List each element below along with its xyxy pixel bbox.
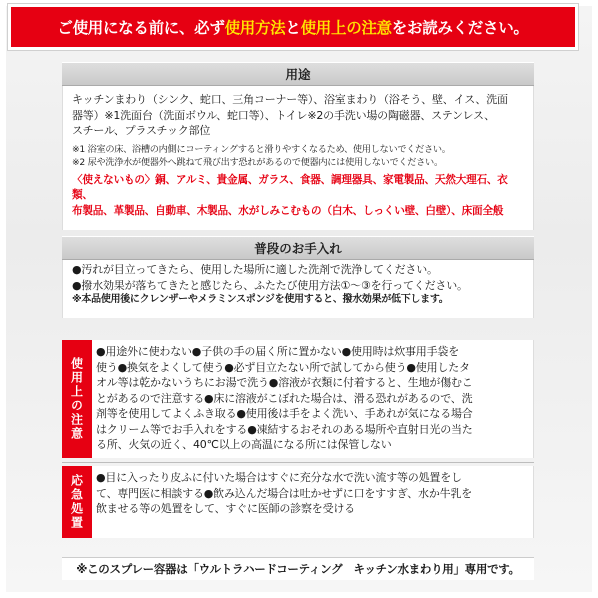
caution-line: オル等は乾かないうちにお湯で洗う●溶液が衣類に付着すると、生地が傷むこ [96,376,473,389]
firstaid-line: 飲ませる等の処置をして、すぐに医師の診察を受ける [96,502,355,515]
firstaid-body [96,470,534,517]
care-line: ●撥水効果が落ちてきたと感じたら、ふたたび使用方法①〜③を行ってください。 [72,278,468,292]
not-usable-list: 〈使えないもの〉銅、アルミ、貴金属、ガラス、食器、調理器具、家電製品、天然大理石、衣類、 [72,173,508,201]
usage-line: キッチンまわり（シンク、蛇口、三角コーナー等）、浴室まわり（浴そう、壁、イス、洗面 [72,93,508,106]
caution-line: 使う●換気をよくして使う●必ず目立たない所で試してから使う●使用したタ [96,360,470,374]
care-line: ●汚れが目立ってきたら、使用した場所に適した洗剤で洗浄してください。 [72,263,438,276]
usage-note: ※1 浴室の床、浴槽の内側にコーティングすると滑りやすくなるため、使用しないでください。 [72,143,451,155]
banner-text-2: と [285,19,301,37]
banner-text-3: をお読みください。 [391,19,529,37]
firstaid-line: て、専門医に相談する●飲み込んだ場合は吐かせずに口をすすぎ、水か牛乳を [96,486,473,500]
banner-highlight-usage: 使用方法 [224,19,286,37]
caution-line: る所、火気の近く、40℃以上の高温になる所には保管しない [96,438,392,451]
usage-note: ※2 尿や洗浄水が便器外へ跳ねて飛び出す恐れがあるので便器内には使用しないでください。 [72,156,443,168]
caution-line: 剤等を使用してよくふき取る●使用後は手をよく洗い、手あれが気になる場合 [96,407,473,420]
caution-label: 使用上の注意 [62,340,92,458]
usage-line: 器等）※1洗面台（洗面ボウル、蛇口等）、トイレ※2の手洗い場の陶磁器、ステンレス、 [72,108,495,122]
usage-body [72,92,528,219]
care-note: ※本品使用後にクレンザーやメラミンスポンジを使用すると、撥水効果が低下します。 [72,294,449,305]
banner-highlight-caution: 使用上の注意 [300,19,392,37]
firstaid-line: ●目に入ったり皮ふに付いた場合はすぐに充分な水で洗い流す等の処置をし [96,471,462,484]
caution-line: とがあるので注意する●床に溶液がこぼれた場合は、滑る恐れがあるので、洗 [96,391,473,405]
banner-text-1: ご使用になる前に、必ず [57,19,225,37]
firstaid-label: 応急処置 [62,466,92,538]
caution-body [96,344,534,453]
caution-line: ●用途外に使わない●子供の手の届く所に置かない●使用時は炊事用手袋を [96,345,459,358]
section-divider [62,462,534,463]
warning-banner [8,4,578,50]
care-body [72,262,528,306]
usage-line: スチール、プラスチック部位 [72,124,211,137]
caution-line: はクリーム等でお手入れをする●凍結するおそれのある場所や直射日光の当た [96,422,473,436]
care-heading: 普段のお手入れ [62,236,534,260]
not-usable-list: 布製品、革製品、自動車、木製品、水がしみこむもの（白木、しっくい壁、白壁）、床面全般 [72,204,504,217]
usage-heading: 用途 [62,62,534,86]
container-notice: ※このスプレー容器は「ウルトラハードコーティング キッチン水まわり用」専用です。 [62,557,534,580]
